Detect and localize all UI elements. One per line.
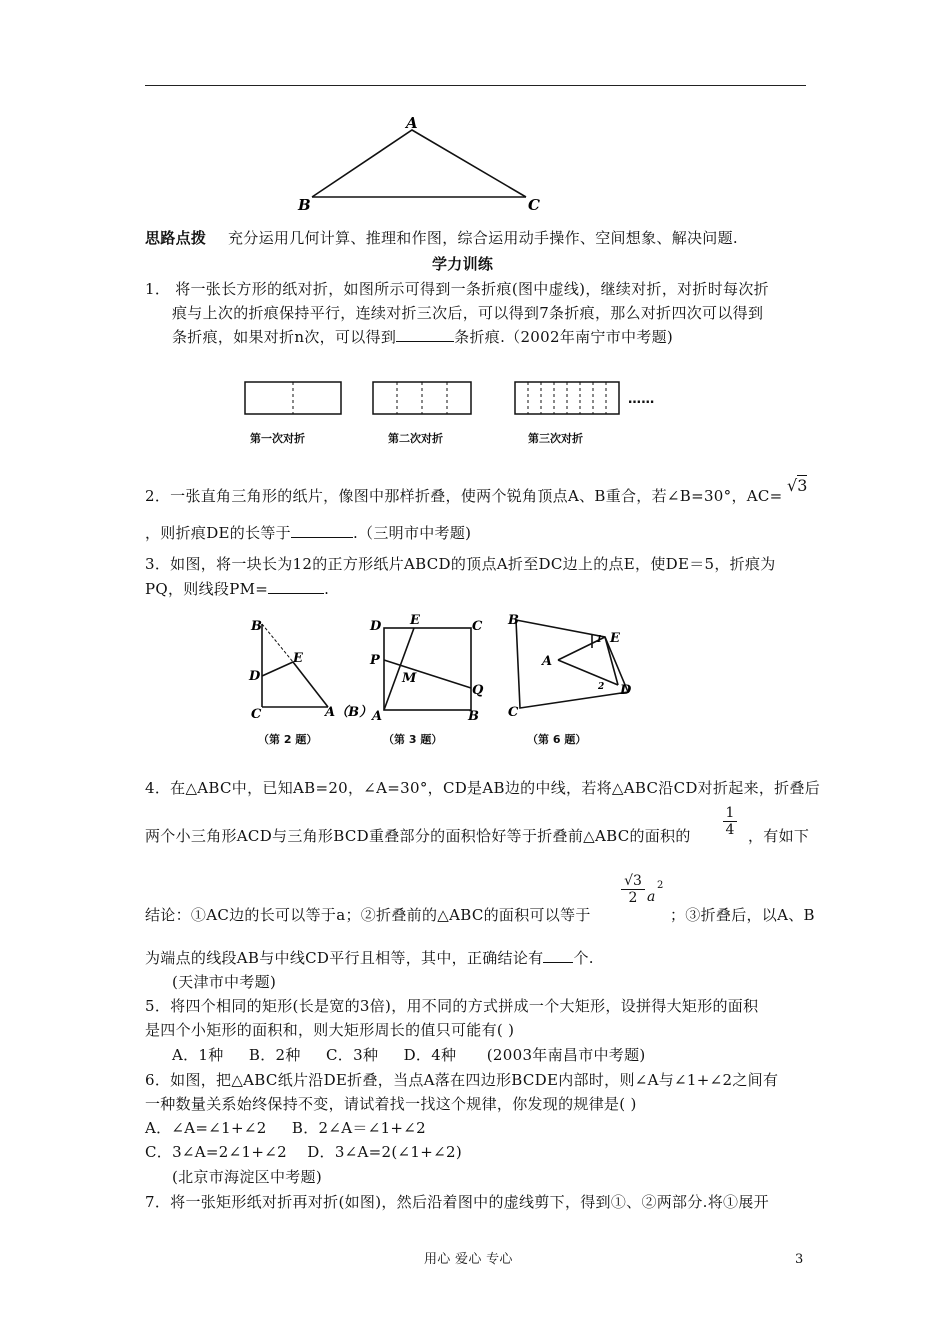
fig6-quadrilateral bbox=[500, 610, 650, 722]
fig3-label-d: D bbox=[370, 619, 382, 634]
q2-sqrt-value: 3 bbox=[797, 476, 808, 495]
fig3-square bbox=[364, 612, 494, 722]
q1-line1: 1． 将一张长方形的纸对折，如图所示可得到一条折痕(图中虚线)，继续对折，对折时每次折 bbox=[145, 280, 769, 298]
q2-line2-pre: ，则折痕DE的长等于 bbox=[145, 524, 291, 542]
fig6-label-1: 1 bbox=[596, 635, 603, 645]
q2-answer-blank[interactable] bbox=[291, 523, 353, 538]
fig6-label-c: C bbox=[508, 705, 519, 720]
q1-line2: 痕与上次的折痕保持平行，连续对折三次后，可以得到7条折痕，那么对折四次可以得到 bbox=[172, 304, 764, 322]
q3-line1: 3．如图，将一块长为12的正方形纸片ABCD的顶点A折至DC边上的点E，使DE＝5，折痕为 bbox=[145, 555, 776, 573]
q1-line3-post: 条折痕.（2002年南宁市中考题) bbox=[454, 328, 674, 346]
q4-line2-end: ，有如下 bbox=[748, 827, 810, 845]
q4-frac2-var: a bbox=[647, 889, 656, 905]
fig3-caption: （第 3 题） bbox=[383, 733, 443, 746]
q3-answer-blank[interactable] bbox=[268, 579, 324, 594]
triangle-sides bbox=[312, 130, 526, 197]
fig3-label-e: E bbox=[410, 613, 420, 628]
fig6-line bbox=[558, 660, 618, 685]
triangle-abc-figure bbox=[290, 110, 560, 215]
fig2-label-b: B bbox=[251, 619, 262, 634]
fig2-line bbox=[293, 662, 328, 707]
label-c: C bbox=[528, 196, 540, 214]
q2-line2-post: .（三明市中考题) bbox=[352, 524, 472, 542]
fig3-square-outline bbox=[384, 628, 471, 710]
q4-frac2-den: 2 bbox=[621, 889, 645, 906]
fig6-label-a: A bbox=[542, 654, 553, 669]
fig3-label-m: M bbox=[402, 671, 417, 686]
fig2-label-c: C bbox=[251, 707, 262, 722]
hint-label: 思路点拨 bbox=[145, 229, 207, 247]
q4-line2: 两个小三角形ACD与三角形BCD重叠部分的面积恰好等于折叠前△ABC的面积的 bbox=[145, 827, 691, 845]
fig6-label-b: B bbox=[508, 613, 519, 628]
q4-line1: 4．在△ABC中，已知AB=20，∠A=30°，CD是AB边的中线，若将△ABC沿CD对折起来，折叠后 bbox=[145, 779, 821, 797]
q6-options-cd: C．3∠A=2∠1+∠2 D．3∠A=2(∠1+∠2) bbox=[145, 1143, 462, 1161]
fig2-label-a: A（B） bbox=[325, 705, 373, 720]
fig2-line bbox=[262, 624, 293, 662]
q4-line3-pre: 结论：①AC边的长可以等于a；②折叠前的△ABC的面积可以等于 bbox=[145, 906, 591, 924]
fold-ellipsis: …… bbox=[628, 392, 655, 407]
fig2-label-d: D bbox=[249, 669, 261, 684]
fig2-triangle bbox=[243, 612, 373, 722]
q4-fraction-quarter bbox=[723, 805, 737, 838]
q2-sqrt: √3 bbox=[787, 476, 808, 495]
section-title: 学力训练 bbox=[432, 255, 494, 273]
q4-frac2-num: √3 bbox=[624, 873, 642, 889]
label-b: B bbox=[298, 196, 311, 214]
fig3-label-a: A bbox=[372, 709, 383, 724]
q4-frac2-exp: 2 bbox=[657, 880, 664, 891]
q5-line1: 5．将四个相同的矩形(长是宽的3倍)，用不同的方式拼成一个大矩形，设拼得大矩形的面积 bbox=[145, 997, 759, 1015]
fig2-label-e: E bbox=[293, 651, 303, 666]
fold-caption-2: 第二次对折 bbox=[388, 432, 443, 445]
q7-line1: 7．将一张矩形纸对折再对折(如图)，然后沿着图中的虚线剪下，得到①、②两部分.将①展开 bbox=[145, 1193, 769, 1211]
q4-source: (天津市中考题) bbox=[172, 973, 277, 991]
q6-line1: 6．如图，把△ABC纸片沿DE折叠，当点A落在四边形BCDE内部时，则∠A与∠1+∠2之间有 bbox=[145, 1071, 779, 1089]
label-a: A bbox=[406, 114, 418, 132]
page-number: 3 bbox=[795, 1252, 804, 1267]
q5-options: A．1种 B．2种 C．3种 D．4种 (2003年南昌市中考题) bbox=[172, 1046, 646, 1064]
q1-line3-pre: 条折痕，如果对折n次，可以得到 bbox=[172, 328, 397, 346]
q4-frac-den: 4 bbox=[723, 821, 737, 838]
fig3-label-p: P bbox=[370, 653, 380, 668]
q4-frac-num: 1 bbox=[725, 805, 735, 821]
fig6-label-e: E bbox=[610, 631, 620, 646]
fold-diagrams bbox=[243, 378, 683, 418]
q4-line4 bbox=[145, 948, 594, 968]
q4-fraction-root3 bbox=[621, 873, 645, 906]
q6-line2: 一种数量关系始终保持不变，请试着找一找这个规律，你发现的规律是( ) bbox=[145, 1095, 637, 1113]
fig3-label-q: Q bbox=[472, 683, 484, 698]
q2-line1: 2．一张直角三角形的纸片，像图中那样折叠，使两个锐角顶点A、B重合，若∠B=30°，AC= bbox=[145, 487, 783, 505]
q4-line3-post: ；③折叠后，以A、B bbox=[670, 906, 815, 924]
q5-line2: 是四个小矩形的面积和，则大矩形周长的值只可能有( ) bbox=[145, 1021, 515, 1039]
q3-line2-pre: PQ，则线段PM= bbox=[145, 580, 269, 598]
q1-answer-blank[interactable] bbox=[396, 327, 454, 342]
q6-options-ab: A．∠A=∠1+∠2 B．2∠A＝∠1+∠2 bbox=[145, 1119, 426, 1137]
fig6-label-2: 2 bbox=[598, 682, 605, 692]
fig3-label-c: C bbox=[472, 619, 483, 634]
q1-line3 bbox=[172, 327, 673, 347]
q2-line2 bbox=[145, 523, 471, 543]
fig2-caption: （第 2 题） bbox=[258, 733, 318, 746]
fig6-caption: （第 6 题） bbox=[527, 733, 587, 746]
fig2-line bbox=[262, 662, 293, 676]
fold-rect-3 bbox=[515, 382, 619, 414]
q4-line4-post: 个. bbox=[573, 949, 594, 967]
fold-caption-1: 第一次对折 bbox=[250, 432, 305, 445]
q4-line4-text: 为端点的线段AB与中线CD平行且相等，其中，正确结论有 bbox=[145, 949, 544, 967]
q6-source: (北京市海淀区中考题) bbox=[172, 1168, 323, 1186]
fold-rect-2 bbox=[373, 382, 471, 414]
header-rule bbox=[145, 85, 806, 86]
footer-center: 用心 爱心 专心 bbox=[424, 1252, 513, 1267]
fig3-label-b: B bbox=[468, 709, 479, 724]
q4-answer-blank[interactable] bbox=[543, 948, 573, 963]
fold-caption-3: 第三次对折 bbox=[528, 432, 583, 445]
hint-text: 充分运用几何计算、推理和作图，综合运用动手操作、空间想象、解决问题. bbox=[228, 229, 738, 247]
q3-line2 bbox=[145, 579, 329, 599]
fig6-label-d: D bbox=[620, 683, 632, 698]
fold-rect-1 bbox=[245, 382, 341, 414]
q3-line2-post: . bbox=[324, 580, 330, 598]
